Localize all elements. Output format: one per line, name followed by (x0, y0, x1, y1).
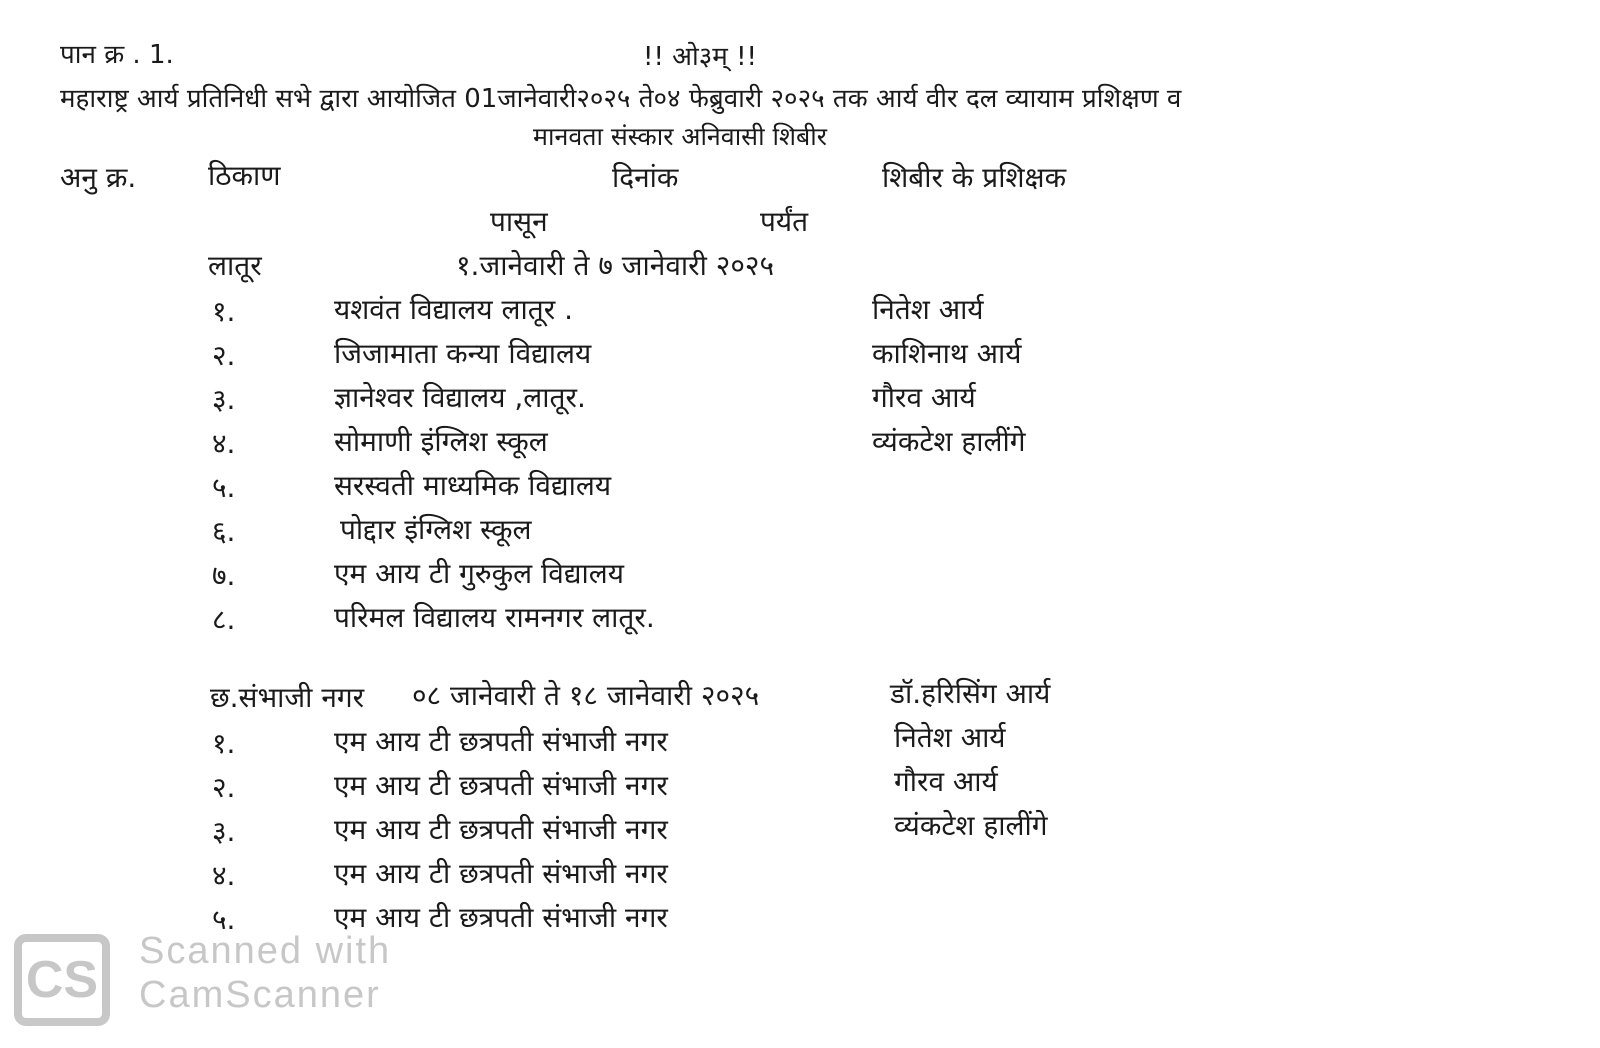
camp-dates: ०८ जानेवारी ते १८ जानेवारी २०२५ (412, 679, 760, 712)
document-title-line2: मानवता संस्कार अनिवासी शिबीर (533, 122, 827, 151)
trainer-name: गौरव आर्य (894, 765, 998, 798)
document-title-line1: महाराष्ट्र आर्य प्रतिनिधी सभे द्वारा आयोजित 01जानेवारी२०२५ ते०४ फेब्रुवारी २०२५ तक आर्य वीर दल व्यायाम प्रशिक्षण व (60, 84, 1182, 114)
watermark-line1: Scanned with (139, 930, 392, 972)
school-serial: ३. (212, 383, 236, 416)
school-serial: ४. (212, 859, 236, 892)
school-serial: ४. (212, 427, 236, 460)
school-name: एम आय टी छत्रपती संभाजी नगर (334, 725, 668, 758)
camp-location: छ.संभाजी नगर (210, 681, 365, 714)
watermark-line2: CamScanner (139, 974, 381, 1016)
school-serial: १. (212, 727, 236, 760)
school-serial: २. (212, 771, 236, 804)
column-subheader-to: पर्यंत (760, 205, 809, 238)
trainer-name: नितेश आर्य (894, 721, 1006, 754)
column-header-date: दिनांक (612, 161, 679, 194)
trainer-name: काशिनाथ आर्य (872, 337, 1022, 370)
school-serial: ५. (212, 903, 236, 936)
school-serial: ७. (212, 559, 236, 592)
camscanner-logo-icon: CS (14, 934, 110, 1026)
school-name: परिमल विद्यालय रामनगर लातूर. (334, 601, 655, 634)
school-name: सोमाणी इंग्लिश स्कूल (334, 425, 548, 458)
trainer-name: व्यंकटेश हालींगे (872, 425, 1026, 458)
school-serial: ८. (212, 603, 236, 636)
school-name: एम आय टी छत्रपती संभाजी नगर (334, 857, 668, 890)
camscanner-watermark (14, 930, 434, 1034)
school-serial: ५. (212, 471, 236, 504)
school-name: सरस्वती माध्यमिक विद्यालय (334, 469, 612, 502)
school-name: एम आय टी छत्रपती संभाजी नगर (334, 769, 668, 802)
camp-location: लातूर (208, 249, 262, 282)
trainer-name: व्यंकटेश हालींगे (894, 809, 1048, 842)
school-serial: १. (212, 295, 236, 328)
school-name: यशवंत विद्यालय लातूर . (334, 293, 573, 326)
school-name: एम आय टी छत्रपती संभाजी नगर (334, 901, 668, 934)
invocation-heading: !! ओ३म् !! (643, 42, 757, 72)
column-header-place: ठिकाण (208, 159, 281, 192)
column-subheader-from: पासून (490, 205, 548, 238)
page-number: पान क्र . 1. (60, 40, 174, 70)
school-name: एम आय टी गुरुकुल विद्यालय (334, 557, 624, 590)
trainer-name: नितेश आर्य (872, 293, 984, 326)
column-header-serial: अनु क्र. (60, 161, 137, 194)
school-serial: ३. (212, 815, 236, 848)
trainer-name: गौरव आर्य (872, 381, 976, 414)
school-serial: २. (212, 339, 236, 372)
school-serial: ६. (212, 515, 236, 548)
column-header-trainers: शिबीर के प्रशिक्षक (882, 161, 1067, 194)
school-name: एम आय टी छत्रपती संभाजी नगर (334, 813, 668, 846)
trainer-name: डॉ.हरिसिंग आर्य (890, 677, 1051, 710)
school-name: ज्ञानेश्वर विद्यालय ,लातूर. (334, 381, 586, 414)
camp-dates: १.जानेवारी ते ७ जानेवारी २०२५ (456, 249, 775, 282)
school-name: जिजामाता कन्या विद्यालय (334, 337, 592, 370)
school-name: पोद्दार इंग्लिश स्कूल (340, 513, 532, 546)
